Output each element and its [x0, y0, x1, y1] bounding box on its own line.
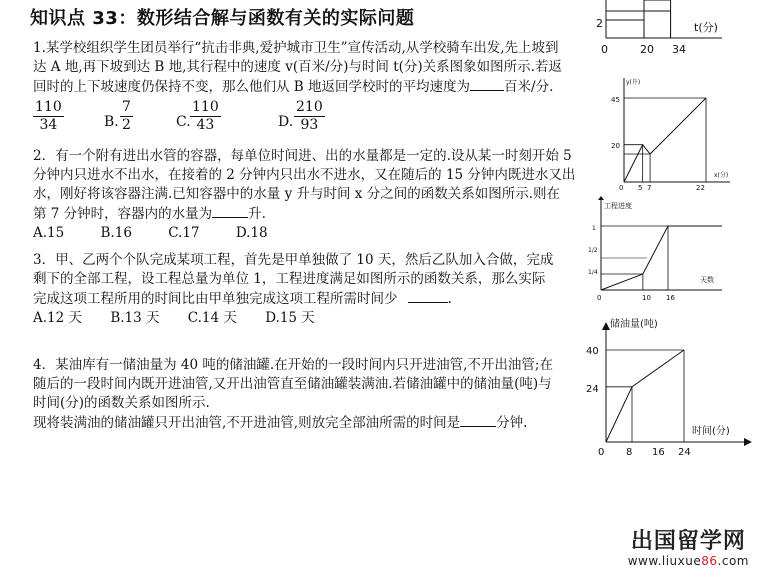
answer-blank [212, 204, 248, 218]
y-axis-arrow [602, 322, 610, 330]
question-2-line: 分钟内只进水不出水，在接着的 2 分钟内只出水不进水，又在随后的 15 分钟内既进水又出 [33, 167, 576, 183]
x-axis-label: 天数 [700, 276, 714, 284]
watermark-url: www.liuxue86.com [627, 554, 749, 568]
chart-speed-time [592, 0, 732, 60]
question-4-line: 时间(分)的函数关系如图所示. [33, 395, 210, 411]
y-tick-label: 2 [596, 17, 603, 30]
option-d: $\frac{210}{93}$ [296, 99, 323, 133]
question-3 [33, 251, 553, 328]
chart-oil-storage [580, 312, 752, 460]
option-d: D.15 天 [265, 310, 315, 326]
x-tick-label: 16 [666, 294, 675, 302]
series-line [606, 350, 684, 442]
option-b: B.13 天 [110, 310, 160, 326]
x-tick-label: 5 [638, 184, 643, 192]
answer-blank [408, 289, 448, 303]
option-b: B.16 [100, 225, 132, 241]
x-tick-label: 7 [647, 184, 652, 192]
x-tick-label: 22 [696, 184, 705, 192]
option-c: C.14 天 [187, 310, 237, 326]
option-d-label: D. [278, 114, 294, 130]
question-3-line: 3．甲、乙两个个队完成某项工程，首先是甲单独做了 10 天，然后乙队加入合做，完成 [33, 252, 554, 268]
x-tick-label: 0 [601, 43, 608, 56]
question-3-line: 完成这项工程所用的时间比由甲单独完成这项工程所需时间少 . [33, 291, 452, 307]
option-a: A.15 [33, 225, 65, 241]
option-d: D.18 [235, 225, 268, 241]
watermark-logo [628, 530, 749, 568]
question-2-options [33, 224, 575, 243]
x-tick-label: 0 [597, 294, 602, 302]
x-tick-label: 0 [619, 184, 624, 192]
x-tick-label: 20 [640, 43, 654, 56]
x-tick-label: 16 [652, 447, 665, 458]
question-3-line: 剩下的全部工程，设工程总量为单位 1，工程进度满足如图所示的函数关系，那么实际 [33, 271, 546, 287]
y-tick-label: 1/4 [588, 269, 598, 276]
page-title: 知识点 33：数形结合解与函数有关的实际问题 [30, 8, 415, 29]
y-tick-label: 45 [611, 96, 620, 104]
x-tick-label: 8 [626, 447, 633, 458]
option-c-label: C. [176, 114, 191, 130]
option-b-label: B. [104, 114, 119, 130]
series-line [606, 11, 671, 20]
chart-project-progress [588, 196, 726, 314]
question-1-line: 1.某学校组织学生团员举行“抗击非典,爱护城市卫生”宣传活动,从学校骑车出发,先上坡到 [33, 40, 559, 56]
question-1-line: 达 A 地,再下坡到达 B 地,其行程中的速度 v(百米/分)与时间 t(分)关系图象如图所示.若返 [33, 59, 562, 75]
y-axis-label: y(升) [626, 79, 641, 86]
x-axis-label: 时间(分) [692, 426, 730, 437]
x-tick-label: 0 [598, 447, 605, 458]
question-2-line: 第 7 分钟时，容器内的水量为 升. [33, 206, 266, 222]
option-c: $\frac{110}{43}$ [192, 99, 219, 133]
question-2-line: 水，刚好将该容器注满.已知容器中的水量 y 升与时间 x 分之间的函数关系如图所示.则在 [33, 186, 560, 202]
question-3-options [33, 309, 553, 328]
question-4-line: 4．某油库有一储油量为 40 吨的储油罐.在开始的一段时间内只开进油管,不开出油管;在 [33, 357, 553, 373]
answer-blank [460, 413, 496, 427]
chart-water-volume [610, 76, 734, 196]
option-a: $\frac{110}{34}$ [35, 99, 62, 133]
y-tick-label: 24 [586, 384, 599, 395]
x-tick-label: 24 [678, 447, 691, 458]
question-1-line: 回时的上下坡速度仍保持不变，那么他们从 B 地返回学校时的平均速度为 百米/分. [33, 79, 554, 95]
question-2 [33, 147, 575, 243]
y-axis-label: 工程进度 [604, 202, 632, 210]
series-line [624, 98, 706, 182]
x-tick-label: 10 [642, 294, 651, 302]
answer-blank [470, 77, 504, 91]
option-b: $\frac{7}{2}$ [122, 99, 131, 133]
x-axis-arrow [744, 438, 752, 446]
option-c: C.17 [168, 225, 200, 241]
question-4 [33, 356, 553, 433]
y-axis-label: 储油量(吨) [610, 319, 658, 330]
option-a: A.12 天 [33, 310, 83, 326]
question-1 [33, 39, 562, 97]
x-axis-label: t(分) [694, 21, 718, 34]
question-4-line: 现将装满油的储油罐只开出油管,不开进油管,则放完全部油所需的时间是 分钟. [33, 415, 528, 431]
x-axis-label: x(分) [714, 172, 729, 179]
y-axis-arrow [598, 196, 604, 200]
y-tick-label: 40 [586, 346, 599, 357]
question-4-line: 随后的一段时间内既开进油管,又开出油管直至储油罐装满油.若储油罐中的储油量(吨)与 [33, 376, 552, 392]
y-tick-label: 1 [592, 225, 596, 232]
watermark-text: 出国留学网 [630, 529, 746, 554]
y-tick-label: 1/2 [588, 247, 598, 254]
y-tick-label: 20 [611, 142, 620, 150]
question-2-line: 2．有一个附有进出水管的容器，每单位时间进、出的水量都是一定的.设从某一时刻开始 5 [33, 148, 572, 164]
x-tick-label: 34 [672, 43, 686, 56]
